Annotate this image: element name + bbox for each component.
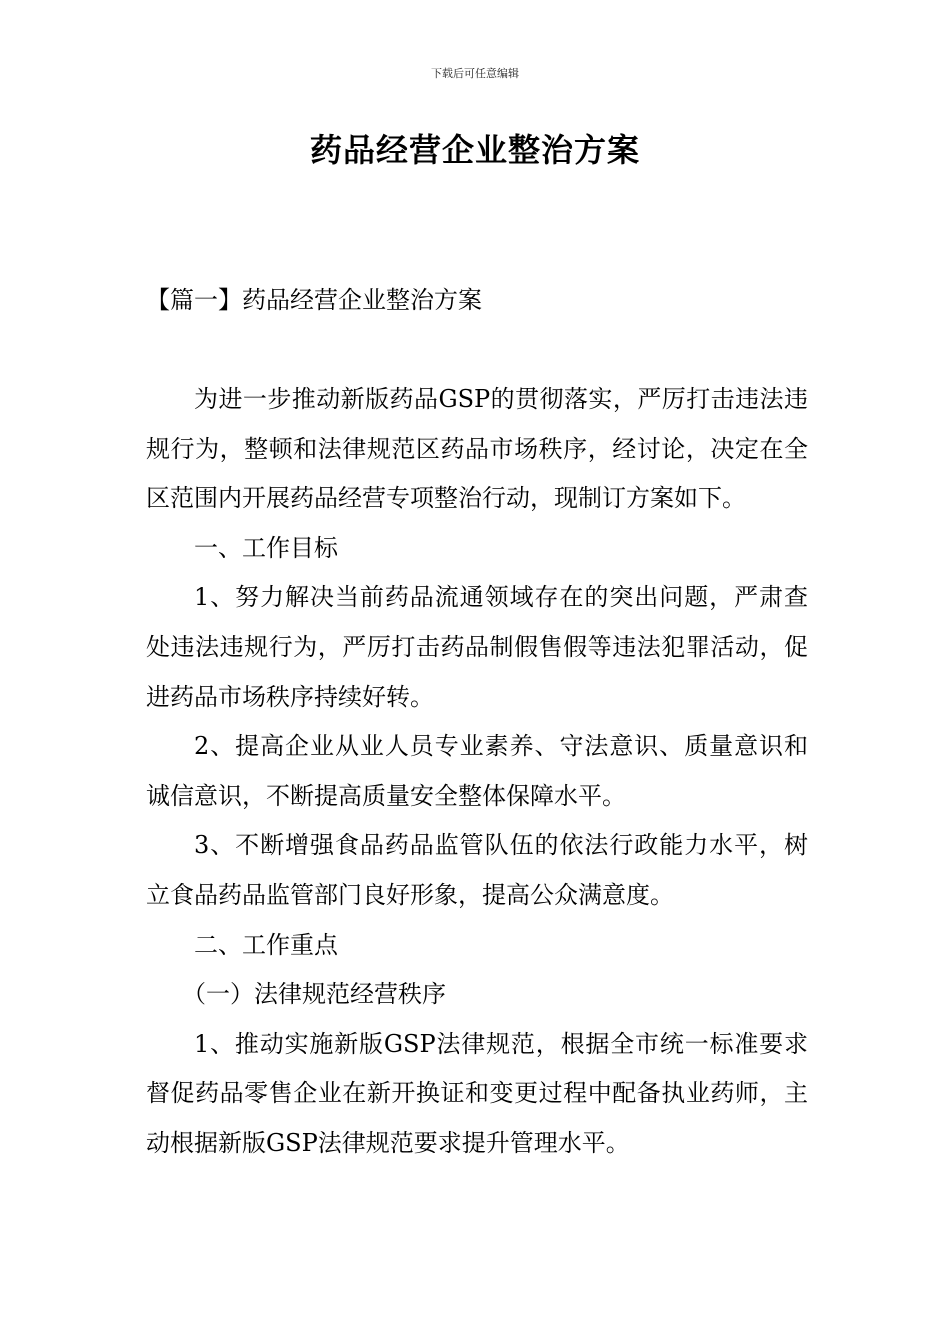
document-title: 药品经营企业整治方案: [309, 131, 640, 169]
subheading-order: （一）法律规范经营秩序: [182, 980, 446, 1009]
heading-work-focus: 二、工作重点: [194, 930, 338, 959]
paragraph-focus-1: 1、推动实施新版GSP法律规范，根据全市统一标准要求督促药品零售企业在新开换证和变更过程中配备执业药师，主动根据新版GSP法律规范要求提升管理水平。: [146, 1029, 808, 1157]
header-note: 下载后可任意编辑: [431, 67, 519, 80]
paragraph-goal-3: 3、不断增强食品药品监管队伍的依法行政能力水平，树立食品药品监管部门良好形象，提高公众满意度。: [146, 831, 808, 909]
paragraph-goal-2: 2、提高企业从业人员专业素养、守法意识、质量意识和诚信意识，不断提高质量安全整体保障水平。: [146, 732, 808, 810]
paragraph-intro: 为进一步推动新版药品GSP的贯彻落实，严厉打击违法违规行为，整顿和法律规范区药品市场秩序，经讨论，决定在全区范围内开展药品经营专项整治行动，现制订方案如下。: [146, 385, 808, 513]
document-body: [146, 375, 808, 1169]
section-title: 【篇一】药品经营企业整治方案: [146, 286, 482, 314]
paragraph-goal-1: 1、努力解决当前药品流通领域存在的突出问题，严肃查处违法违规行为，严厉打击药品制假售假等违法犯罪活动，促进药品市场秩序持续好转。: [146, 583, 808, 711]
heading-work-goals: 一、工作目标: [194, 533, 338, 562]
